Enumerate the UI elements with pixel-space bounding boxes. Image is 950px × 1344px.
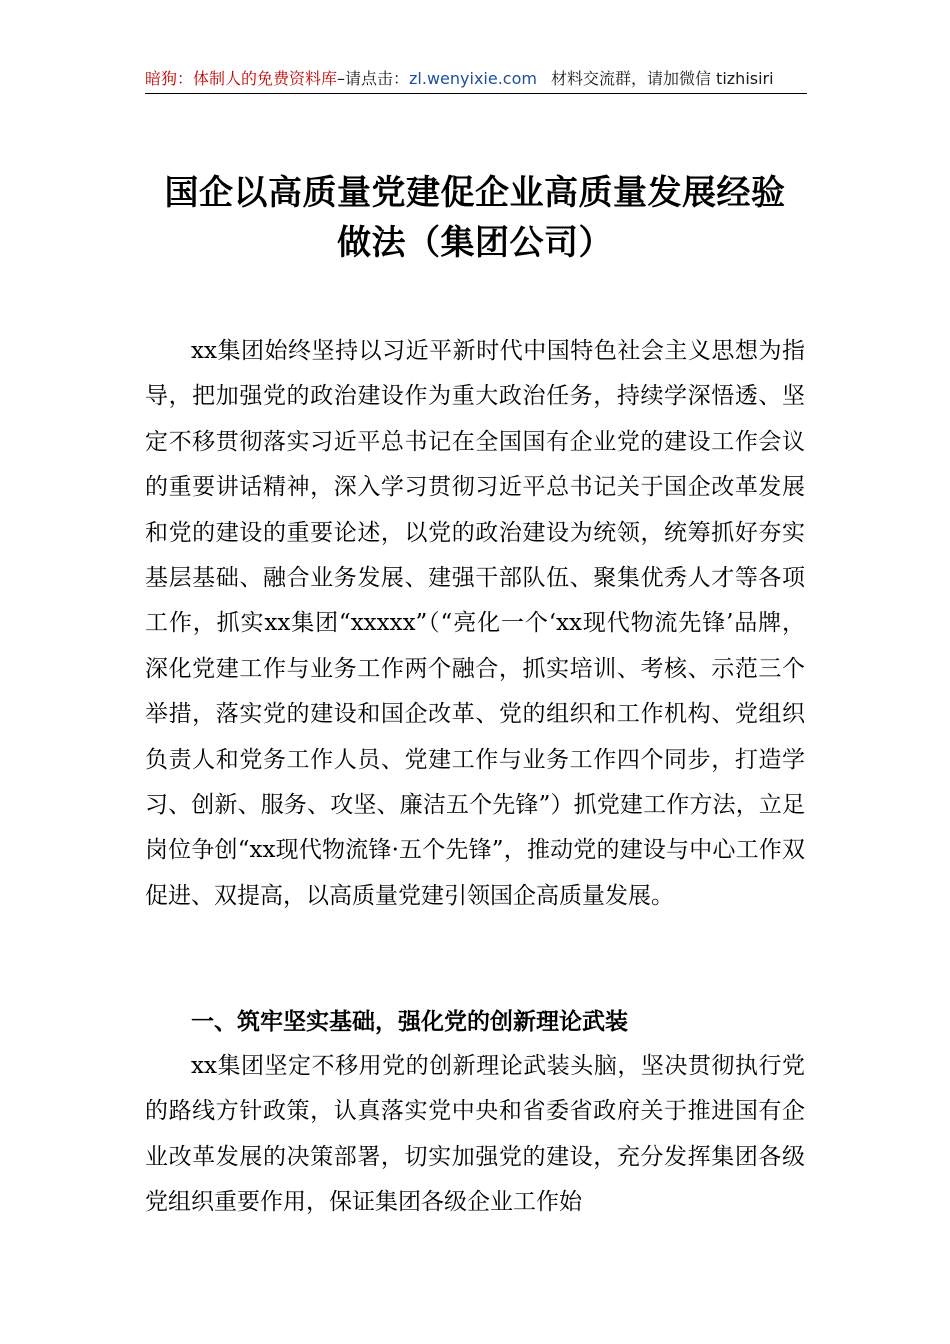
paragraph-intro: xx集团始终坚持以习近平新时代中国特色社会主义思想为指导，把加强党的政治建设作为重大政治任务，持续学深悟透、坚定不移贯彻落实习近平总书记在全国国有企业党的建设工作会议的重要讲话精神，深入学习贯彻习近平总书记关于国企改革发展和党的建设的重要论述，以党的政治建设为统领，统筹抓好夯实基层基础、融合业务发展、建强干部队伍、聚集优秀人才等各项工作，抓实xx集团“xxxxx”（“亮化一个‘xx现代物流先锋’品牌，深化党建工作与业务工作两个融合，抓实培训、考核、示范三个举措，落实党的建设和国企改革、党的组织和工作机构、党组织负责人和党务工作人员、党建工作与业务工作四个同步，打造学习、创新、服务、攻坚、廉洁五个先锋”）抓党建工作方法，立足岗位争创“xx现代物流锋·五个先锋”，推动党的建设与中心工作双促进、双提高，以高质量党建引领国企高质量发展。 xyxy=(145,338,805,909)
document-title xyxy=(120,168,830,268)
header-divider xyxy=(145,93,807,94)
title-line-1: 国企以高质量党建促企业高质量发展经验 xyxy=(164,173,786,213)
promo-prompt: –请点击： xyxy=(337,69,410,88)
title-line-2: 做法（集团公司） xyxy=(337,223,613,263)
promo-site-name: 暗狗：体制人的免费资料库 xyxy=(145,69,338,88)
promo-link[interactable]: zl.wenyixie.com xyxy=(409,69,537,88)
paragraph-section-1: xx集团坚定不移用党的创新理论武装头脑，坚决贯彻执行党的路线方针政策，认真落实党中央和省委省政府关于推进国有企业改革发展的决策部署，切实加强党的建设，充分发挥集团各级党组织重要作用，保证集团各级企业工作始 xyxy=(145,1053,805,1216)
promo-header xyxy=(145,68,807,90)
section-heading-1: 一、筑牢坚实基础，强化党的创新理论武装 xyxy=(191,1009,628,1035)
promo-group-note: 材料交流群，请加微信 tizhisiri xyxy=(550,69,774,88)
